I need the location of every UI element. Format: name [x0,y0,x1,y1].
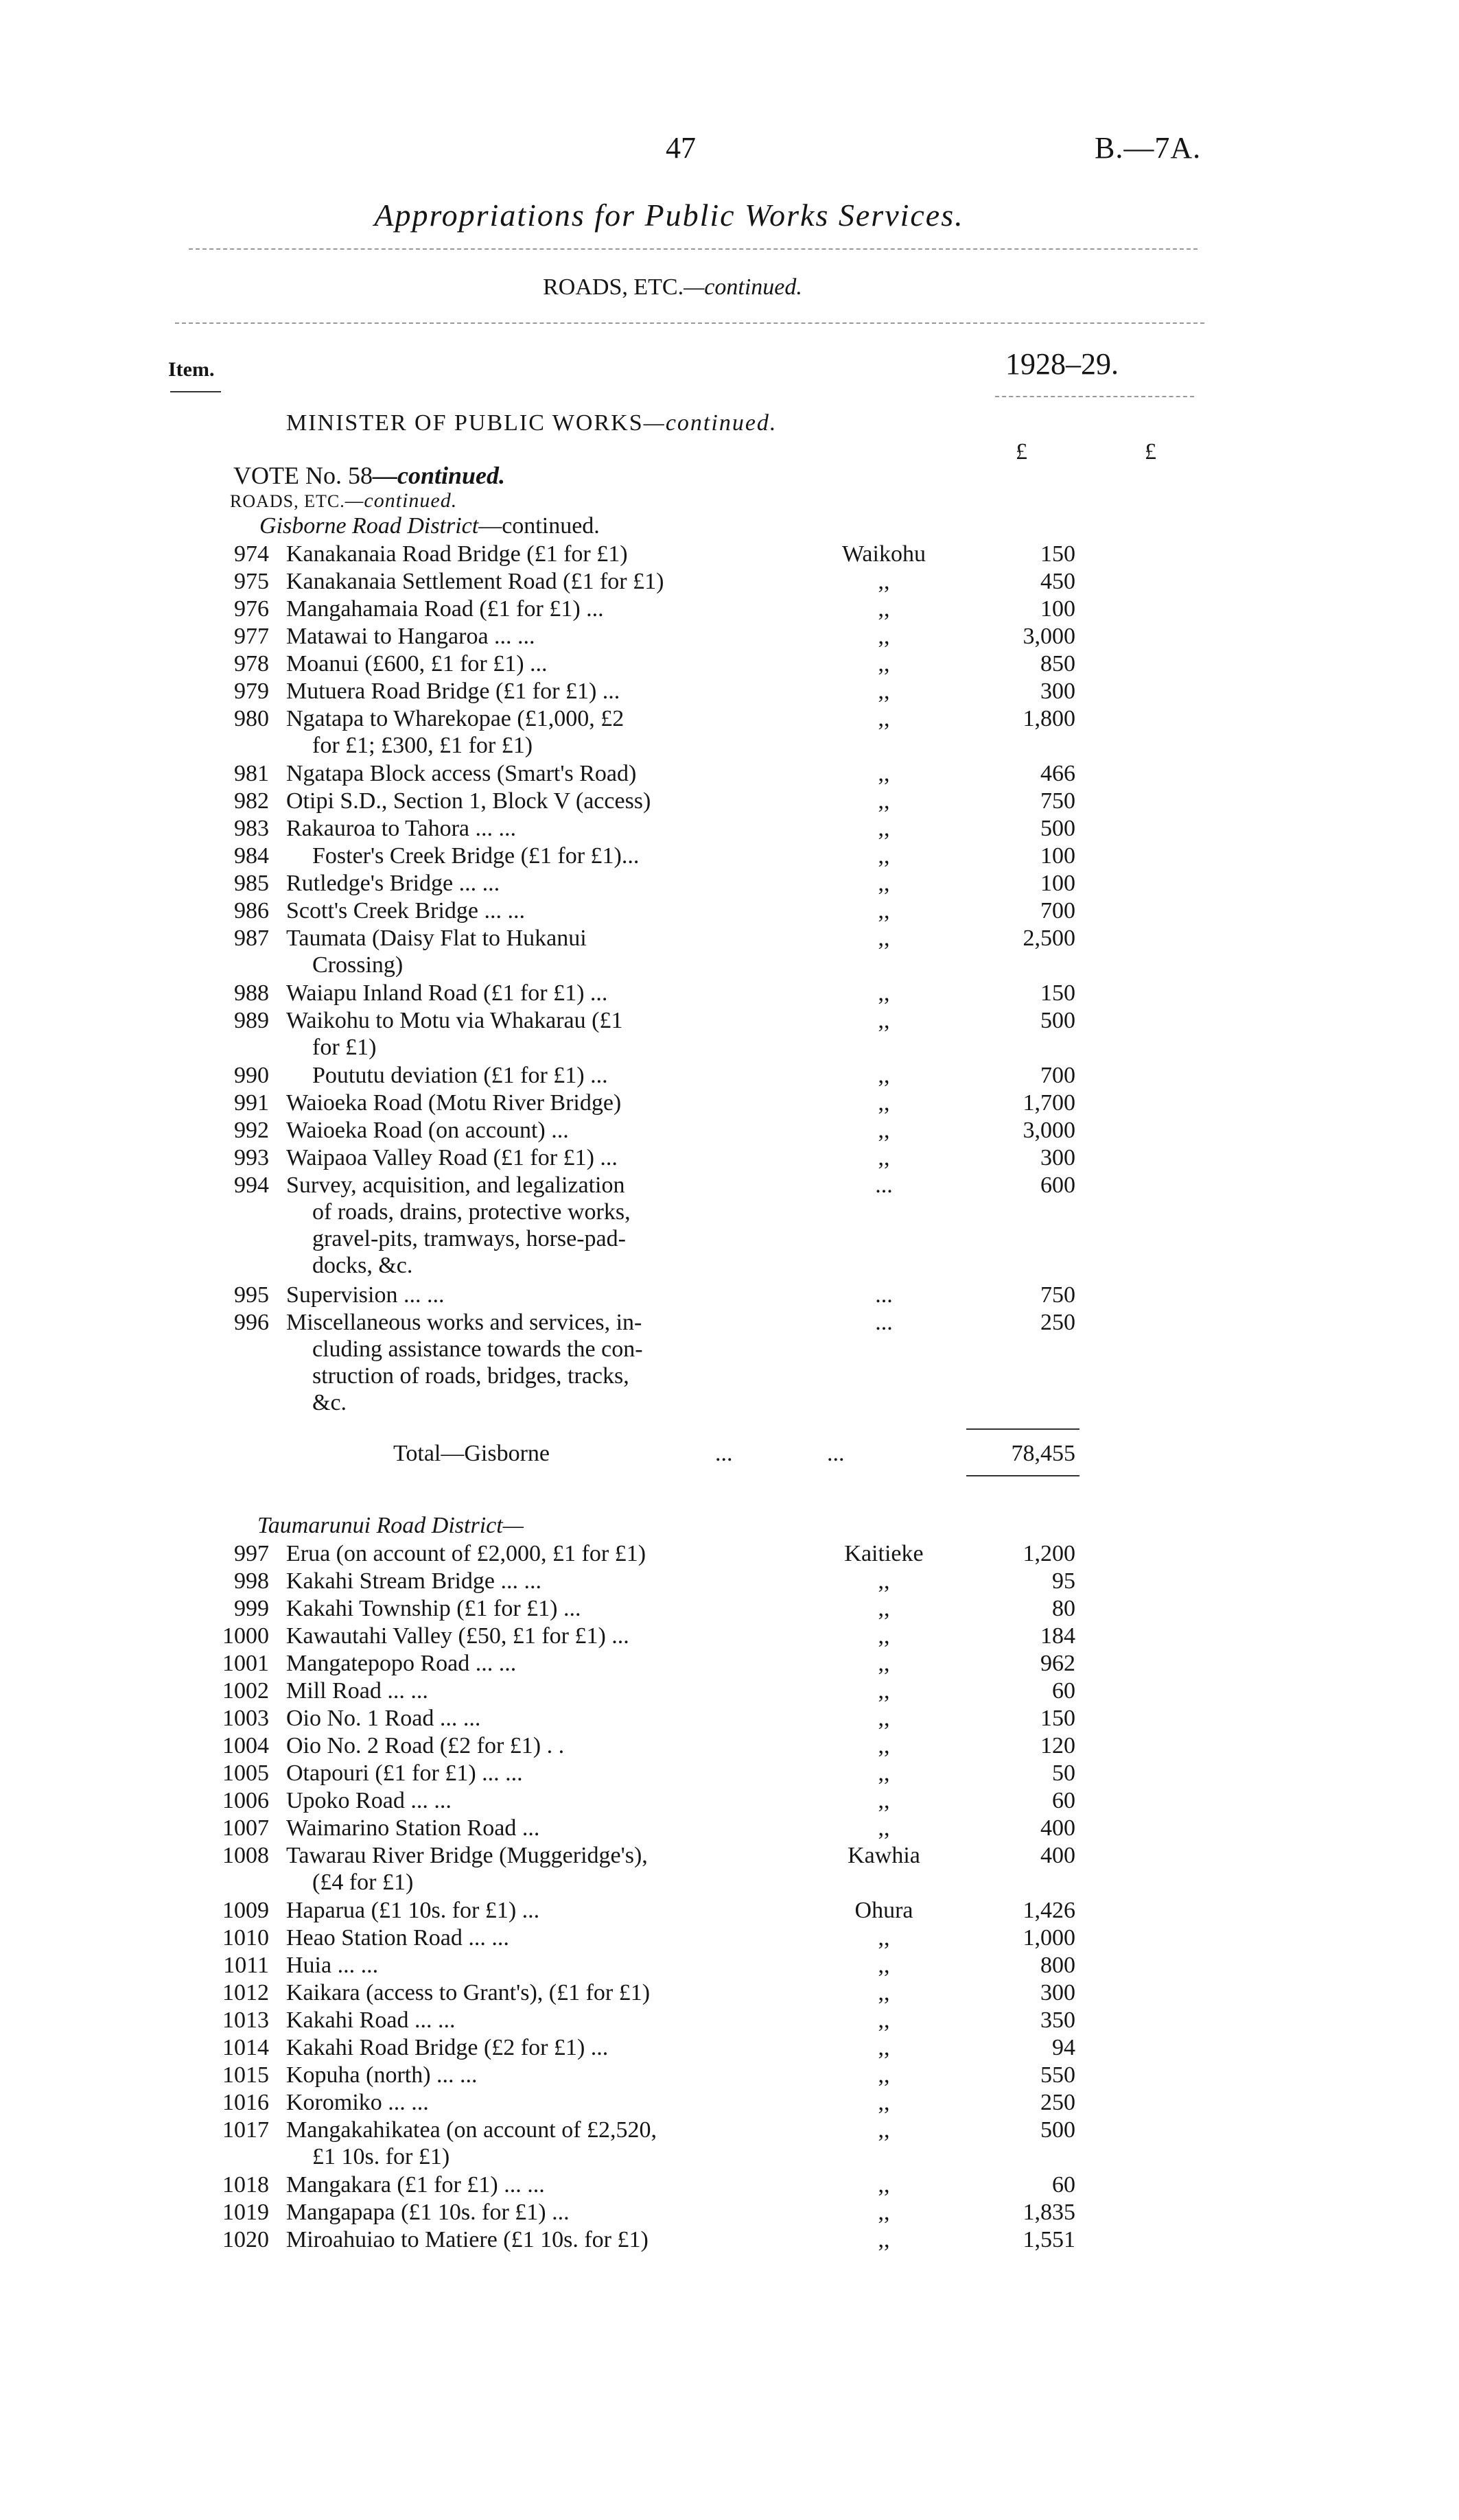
item-description [286,1282,753,1308]
item-amount: 94 [1052,2035,1075,2060]
item-number: 1007 [222,1815,269,1841]
item-number: 1012 [222,1980,269,2005]
item-description [286,678,753,705]
item-number: 1004 [222,1733,269,1758]
description-continuation: gravel-pits, tramways, horse-pad- [312,1226,626,1251]
electoral-district: ,, [878,843,890,869]
electoral-district: ,, [878,1953,890,1978]
item-number: 996 [234,1310,269,1335]
item-amount: 100 [1040,843,1075,869]
item-amount: 1,000 [1023,1925,1075,1951]
description-line: Matawai to Hangaroa ... ... [286,624,535,649]
item-amount: 400 [1040,1843,1075,1868]
electoral-district: ,, [878,1815,890,1841]
item-number: 1003 [222,1706,269,1731]
description-line: Kakahi Township (£1 for £1) ... [286,1596,581,1621]
electoral-district: ,, [878,2062,890,2088]
description-line: Kanakanaia Settlement Road (£1 for £1) [286,569,664,594]
item-number: 1011 [223,1953,269,1978]
item-number: 989 [234,1008,269,1033]
item-amount: 350 [1040,2007,1075,2033]
item-number: 979 [234,679,269,704]
item-amount: 100 [1040,871,1075,896]
item-description [286,2034,753,2061]
year-column-header: 1928–29. [1005,347,1119,381]
description-line: Tawarau River Bridge (Muggeridge's), [286,1843,648,1868]
description-continuation: cluding assistance towards the con- [312,1336,643,1362]
electoral-district: ,, [878,2007,890,2033]
document-reference: B.—7A. [1095,131,1202,165]
item-description [286,870,753,897]
item-description [312,843,779,869]
item-description [286,1842,753,1896]
item-number: 985 [234,871,269,896]
total-rule-bottom [966,1475,1079,1476]
item-number: 990 [234,1063,269,1088]
item-amount: 3,000 [1023,1118,1075,1143]
total-amount: 78,455 [1011,1441,1075,1466]
item-amount: 300 [1040,1145,1075,1170]
description-line: Mangahamaia Road (£1 for £1) ... [286,596,604,622]
item-number: 978 [234,651,269,676]
total-label: Total—Gisborne [393,1441,550,1466]
item-amount: 550 [1040,2062,1075,2088]
item-amount: 1,426 [1023,1898,1075,1923]
electoral-district: Kawhia [848,1843,920,1868]
description-line: Scott's Creek Bridge ... ... [286,898,525,923]
item-description [312,1062,779,1089]
item-number: 1013 [222,2007,269,2033]
description-line: Ngatapa to Wharekopae (£1,000, £2 [286,706,625,731]
item-description [286,705,753,759]
item-description [286,1705,753,1732]
item-number: 1002 [222,1678,269,1704]
item-number: 1005 [222,1761,269,1786]
electoral-district: ,, [878,816,890,841]
description-line: Kakahi Stream Bridge ... ... [286,1568,542,1594]
page-number: 47 [666,131,696,165]
item-description [286,596,753,622]
item-amount: 400 [1040,1815,1075,1841]
description-continuation: docks, &c. [312,1253,413,1278]
roads-sub-cont: —continued. [345,489,458,512]
item-description [286,1144,753,1171]
description-line: Rutledge's Bridge ... ... [286,871,500,896]
item-amount: 2,500 [1023,926,1075,951]
item-description [286,568,753,595]
item-amount: 750 [1040,1282,1075,1308]
item-amount: 850 [1040,651,1075,676]
electoral-district: ,, [878,1568,890,1594]
item-description [286,1760,753,1787]
item-number: 993 [234,1145,269,1170]
description-line: Kakahi Road ... ... [286,2007,456,2033]
item-number: 1017 [222,2117,269,2143]
description-line: Kanakanaia Road Bridge (£1 for £1) [286,541,628,567]
item-number: 991 [234,1090,269,1116]
description-continuation: £1 10s. for £1) [312,2144,450,2169]
item-amount: 450 [1040,569,1075,594]
item-number: 986 [234,898,269,923]
electoral-district: Waikohu [842,541,926,567]
item-number: 998 [234,1568,269,1594]
item-description [286,1090,753,1116]
electoral-district: ,, [878,1761,890,1786]
item-amount: 962 [1040,1651,1075,1676]
description-line: Waipaoa Valley Road (£1 for £1) ... [286,1145,618,1170]
description-line: Haparua (£1 10s. for £1) ... [286,1898,540,1923]
item-number: 987 [234,926,269,951]
item-number: 974 [234,541,269,567]
item-amount: 3,000 [1023,624,1075,649]
description-line: Miroahuiao to Matiere (£1 10s. for £1) [286,2227,649,2252]
electoral-district: ,, [878,2090,890,2115]
description-line: Mutuera Road Bridge (£1 for £1) ... [286,679,620,704]
item-amount: 1,200 [1023,1541,1075,1566]
item-number: 1015 [222,2062,269,2088]
item-number: 1009 [222,1898,269,1923]
description-continuation: for £1) [312,1035,377,1060]
electoral-district: ,, [878,926,890,951]
minister-text: MINISTER OF PUBLIC WORKS [286,410,644,436]
item-description [286,1897,753,1924]
description-continuation: Crossing) [312,952,404,978]
description-line: Supervision ... ... [286,1282,445,1308]
electoral-district: ,, [878,624,890,649]
item-amount: 1,551 [1023,2227,1075,2252]
description-line: Koromiko ... ... [286,2090,429,2115]
electoral-district: ,, [878,1788,890,1813]
electoral-district: ,, [878,2172,890,2198]
section-title [0,274,1345,301]
item-description [286,2089,753,2116]
electoral-district: ,, [878,2035,890,2060]
electoral-district: ,, [878,1706,890,1731]
electoral-district: ,, [878,1980,890,2005]
item-amount: 300 [1040,679,1075,704]
description-line: Taumata (Daisy Flat to Hukanui [286,926,587,951]
item-description [286,1172,753,1279]
description-line: Heao Station Road ... ... [286,1925,509,1951]
item-description [286,760,753,787]
electoral-district: ,, [878,1090,890,1116]
electoral-district: ,, [878,596,890,622]
item-number: 988 [234,980,269,1006]
electoral-district: ,, [878,1678,890,1704]
description-line: Oio No. 1 Road ... ... [286,1706,481,1731]
description-line: Upoko Road ... ... [286,1788,452,1813]
item-amount: 500 [1040,2117,1075,2143]
electoral-district: ,, [878,1145,890,1170]
vote-cont: —continued. [372,462,506,489]
electoral-district: ,, [878,1623,890,1649]
item-amount: 120 [1040,1733,1075,1758]
electoral-district: ,, [878,706,890,731]
item-description [286,1117,753,1144]
electoral-district: ,, [878,1596,890,1621]
item-description [286,650,753,677]
description-continuation: for £1; £300, £1 for £1) [312,733,533,758]
description-line: Mangapapa (£1 10s. for £1) ... [286,2200,570,2225]
description-line: Moanui (£600, £1 for £1) ... [286,651,548,676]
item-number: 994 [234,1173,269,1198]
item-description [286,2199,753,2226]
item-description [286,1309,753,1416]
description-line: Mangatepopo Road ... ... [286,1651,517,1676]
item-description [286,897,753,924]
electoral-district: ,, [878,980,890,1006]
description-line: Mill Road ... ... [286,1678,428,1704]
description-line: Kawautahi Valley (£50, £1 for £1) ... [286,1623,629,1649]
item-number: 977 [234,624,269,649]
item-description [286,1540,753,1567]
electoral-district: ... [875,1310,893,1335]
item-number: 1016 [222,2090,269,2115]
item-description [286,541,753,567]
item-amount: 800 [1040,1953,1075,1978]
item-amount: 250 [1040,2090,1075,2115]
electoral-district: ,, [878,788,890,814]
item-number: 1020 [222,2227,269,2252]
item-amount: 250 [1040,1310,1075,1335]
item-description [286,2062,753,2088]
description-continuation: of roads, drains, protective works, [312,1199,631,1225]
item-amount: 80 [1052,1596,1075,1621]
district-heading-taumarunui: Taumarunui Road District— [257,1513,524,1538]
electoral-district: Ohura [854,1898,913,1923]
item-amount: 95 [1052,1568,1075,1594]
item-description [286,2171,753,2198]
electoral-district: ,, [878,1063,890,1088]
item-description [286,925,753,978]
item-number: 1001 [222,1651,269,1676]
item-number: 981 [234,761,269,786]
electoral-district: ,, [878,1925,890,1951]
item-description [286,2226,753,2253]
electoral-district: ,, [878,1733,890,1758]
electoral-district: ,, [878,651,890,676]
item-description [286,2117,753,2170]
item-amount: 50 [1052,1761,1075,1786]
description-line: Otipi S.D., Section 1, Block V (access) [286,788,651,814]
electoral-district: ... [875,1282,893,1308]
total-dots-2: ... [827,1441,845,1466]
description-line: Mangakahikatea (on account of £2,520, [286,2117,657,2143]
item-amount: 100 [1040,596,1075,622]
item-description [286,1677,753,1704]
description-line: Ngatapa Block access (Smart's Road) [286,761,637,786]
vote-heading [233,461,505,490]
item-amount: 500 [1040,816,1075,841]
district-heading-gisborne [259,513,600,539]
item-number: 995 [234,1282,269,1308]
roads-sub-label: ROADS, ETC. [230,491,345,511]
item-column-header: Item. [168,358,215,381]
description-line: Kaikara (access to Grant's), (£1 for £1) [286,1980,651,2005]
electoral-district: ,, [878,2117,890,2143]
item-number: 999 [234,1596,269,1621]
item-description [286,1924,753,1951]
description-line: Oio No. 2 Road (£2 for £1) . . [286,1733,565,1758]
electoral-district: ,, [878,569,890,594]
item-description [286,2007,753,2034]
vote-label: VOTE No. 58 [233,462,373,489]
total-dots: ... [715,1441,733,1466]
item-number: 976 [234,596,269,622]
pound-header-2: £ [1145,439,1156,464]
description-line: Kopuha (north) ... ... [286,2062,478,2088]
item-description [286,623,753,650]
total-rule-top [966,1428,1079,1430]
item-number: 980 [234,706,269,731]
description-line: Huia ... ... [286,1953,379,1978]
description-continuation: &c. [312,1390,347,1415]
description-line: Waioeka Road (on account) ... [286,1118,569,1143]
item-amount: 600 [1040,1173,1075,1198]
item-amount: 150 [1040,541,1075,567]
title-rule [189,248,1198,250]
electoral-district: ,, [878,1118,890,1143]
item-description [286,788,753,814]
electoral-district: ,, [878,1008,890,1033]
pound-header-1: £ [1016,439,1027,464]
item-description [286,1787,753,1814]
item-amount: 150 [1040,1706,1075,1731]
item-number: 1000 [222,1623,269,1649]
electoral-district: ,, [878,2227,890,2252]
item-amount: 466 [1040,761,1075,786]
item-description [286,815,753,842]
item-amount: 60 [1052,1678,1075,1704]
item-number: 1018 [222,2172,269,2198]
item-amount: 500 [1040,1008,1075,1033]
item-number: 1019 [222,2200,269,2225]
item-underline [170,391,221,392]
item-amount: 750 [1040,788,1075,814]
item-amount: 1,800 [1023,706,1075,731]
description-line: Poututu deviation (£1 for £1) ... [312,1063,608,1088]
item-amount: 60 [1052,2172,1075,2198]
item-amount: 700 [1040,898,1075,923]
electoral-district: ,, [878,1651,890,1676]
item-description [286,1952,753,1979]
electoral-district: ,, [878,679,890,704]
item-number: 983 [234,816,269,841]
electoral-district: ,, [878,761,890,786]
description-continuation: struction of roads, bridges, tracks, [312,1363,629,1389]
item-number: 984 [234,843,269,869]
description-line: Mangakara (£1 for £1) ... ... [286,2172,545,2198]
description-line: Kakahi Road Bridge (£2 for £1) ... [286,2035,609,2060]
minister-cont: —continued. [643,410,778,436]
electoral-district: ,, [878,898,890,923]
description-line: Waikohu to Motu via Whakarau (£1 [286,1008,623,1033]
item-description [286,1650,753,1677]
electoral-district: ,, [878,2200,890,2225]
item-description [286,1979,753,2006]
description-line: Miscellaneous works and services, in- [286,1310,642,1335]
item-amount: 700 [1040,1063,1075,1088]
item-number: 1010 [222,1925,269,1951]
section-rule [175,322,1204,324]
item-description [286,1815,753,1841]
item-number: 992 [234,1118,269,1143]
item-amount: 300 [1040,1980,1075,2005]
item-description [286,1595,753,1622]
district-cont: —continued. [478,513,600,539]
item-description [286,1568,753,1594]
description-line: Survey, acquisition, and legalization [286,1173,625,1198]
roads-subheading [230,489,457,513]
item-amount: 150 [1040,980,1075,1006]
description-line: Waimarino Station Road ... [286,1815,540,1841]
item-description [286,1732,753,1759]
item-number: 1008 [222,1843,269,1868]
district-name: Gisborne Road District [259,513,479,539]
year-rule [995,396,1194,397]
item-amount: 1,835 [1023,2200,1075,2225]
item-amount: 60 [1052,1788,1075,1813]
electoral-district: ... [875,1173,893,1198]
electoral-district: ,, [878,871,890,896]
item-number: 975 [234,569,269,594]
section-title-cont: —continued. [684,274,802,300]
item-description [286,980,753,1006]
item-description [286,1623,753,1649]
item-description [286,1007,753,1061]
description-line: Foster's Creek Bridge (£1 for £1)... [312,843,640,869]
section-title-main: ROADS, ETC. [543,274,684,300]
item-number: 1014 [222,2035,269,2060]
electoral-district: Kaitieke [844,1541,924,1566]
description-line: Rakauroa to Tahora ... ... [286,816,517,841]
page-title: Appropriations for Public Works Services. [374,198,964,233]
description-line: Erua (on account of £2,000, £1 for £1) [286,1541,646,1566]
item-number: 997 [234,1541,269,1566]
description-line: Waiapu Inland Road (£1 for £1) ... [286,980,608,1006]
description-line: Waioeka Road (Motu River Bridge) [286,1090,622,1116]
item-amount: 184 [1040,1623,1075,1649]
description-continuation: (£4 for £1) [312,1870,414,1895]
minister-heading [286,410,777,436]
item-amount: 1,700 [1023,1090,1075,1116]
item-number: 982 [234,788,269,814]
item-number: 1006 [222,1788,269,1813]
description-line: Otapouri (£1 for £1) ... ... [286,1761,523,1786]
